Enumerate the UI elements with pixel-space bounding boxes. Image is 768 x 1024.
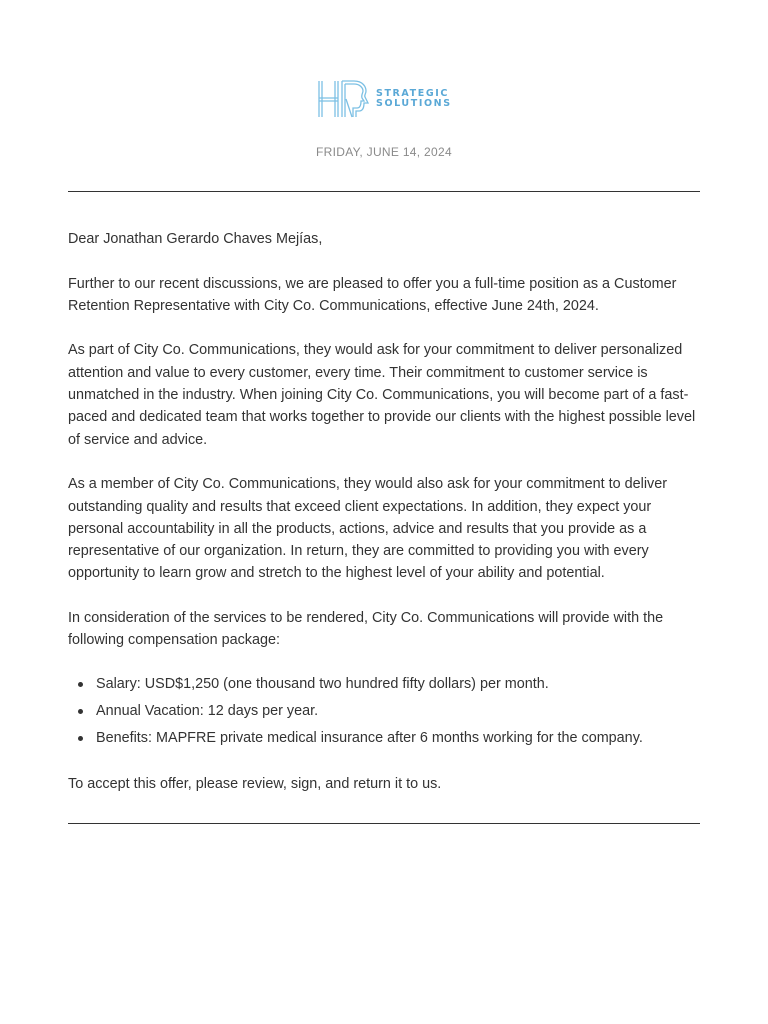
closing-line: To accept this offer, please review, sign, and return it to us.	[68, 775, 442, 792]
logo-wordmark	[376, 89, 452, 109]
company-logo	[316, 78, 452, 120]
logo-line-1: STRATEGIC	[376, 88, 449, 99]
list-item-vacation: Annual Vacation: 12 days per year.	[68, 700, 704, 722]
greeting: Dear Jonathan Gerardo Chaves Mejías,	[68, 231, 323, 247]
letter-date: FRIDAY, JUNE 14, 2024	[316, 145, 452, 159]
paragraph-offer: Further to our recent discussions, we are pleased to offer you a full-time position as a Customer Retention Representative with City Co. Communications, effective June 24th, 2024.	[68, 275, 677, 314]
top-divider	[68, 191, 700, 192]
logo-line-2: SOLUTIONS	[376, 98, 452, 109]
hr-head-logo-icon	[316, 79, 370, 119]
bottom-divider	[68, 823, 700, 824]
paragraph-commitment: As part of City Co. Communications, they would ask for your commitment to deliver personalized attention and value to every customer, every time. Their commitment to customer service is unmatched in the industry. When joining City Co. Communications, you will become part of a fast-paced and dedicated team that works together to provide our clients with the highest possible level of service and advice.	[68, 342, 696, 448]
compensation-list	[68, 673, 704, 749]
list-item-salary: Salary: USD$1,250 (one thousand two hundred fifty dollars) per month.	[68, 673, 704, 695]
paragraph-compensation: In consideration of the services to be rendered, City Co. Communications will provide with the following compensation package:	[68, 610, 664, 649]
paragraph-quality: As a member of City Co. Communications, they would also ask for your commitment to deliver outstanding quality and results that exceed client expectations. In addition, they expect your personal accountability in all the products, actions, advice and results that you provide as a representative of our organization. In return, they are committed to providing you with every opportunity to learn grow and stretch to the highest level of your ability and potential.	[68, 476, 668, 582]
letter-body	[68, 228, 704, 817]
list-item-benefits: Benefits: MAPFRE private medical insurance after 6 months working for the company.	[68, 727, 704, 749]
